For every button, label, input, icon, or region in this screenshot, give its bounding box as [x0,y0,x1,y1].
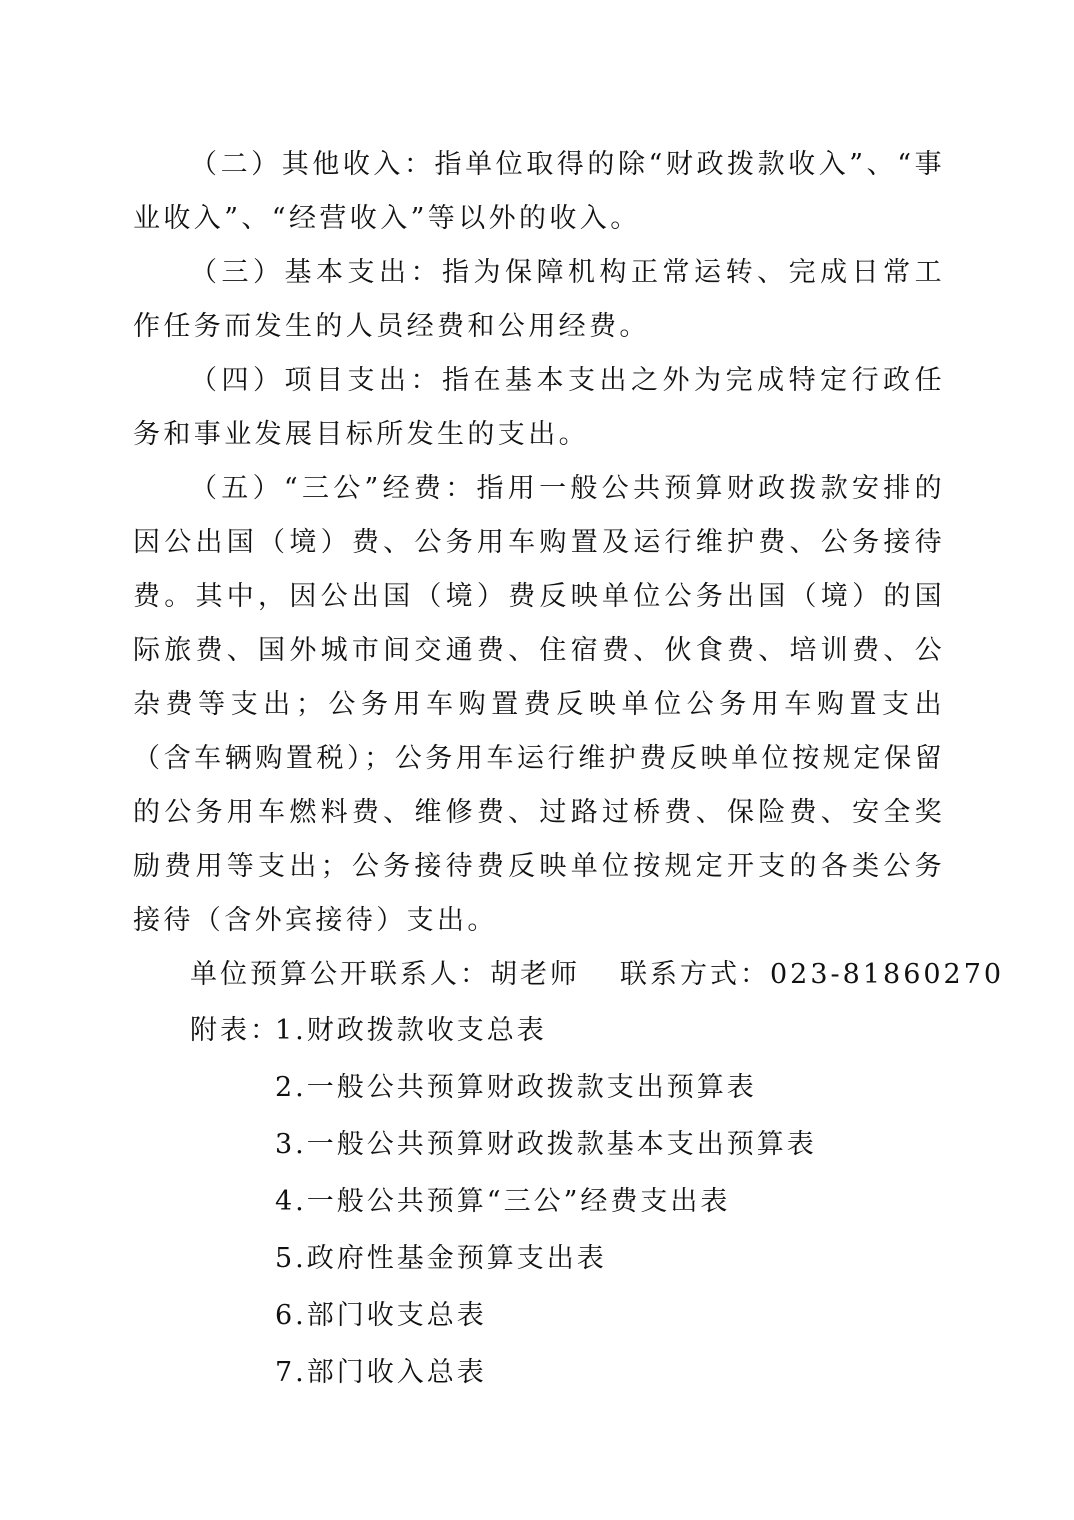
attachment-row-5 [133,1230,945,1287]
attachment-row-6 [133,1287,945,1344]
attachment-row-7 [133,1344,945,1401]
attachment-row-4 [133,1173,945,1230]
attachment-item: 6.部门收支总表 [275,1300,487,1331]
contact-line [133,948,1005,1002]
attachment-item: 2.一般公共预算财政拨款支出预算表 [275,1072,757,1103]
paragraph-project-expenditure: （四）项目支出：指在基本支出之外为完成特定行政任务和事业发展目标所发生的支出。 [133,365,945,450]
contact-person: 单位预算公开联系人：胡老师 [190,959,580,990]
paragraph-three-public-expenses: （五）“三公”经费：指用一般公共预算财政拨款安排的因公出国（境）费、公务用车购置及运行维护费、公务接待费。其中，因公出国（境）费反映单位公务出国（境）的国际旅费、国外城市间交通费、住宿费、伙食费、培训费、公杂费等支出；公务用车购置费反映单位公务用车购置支出（含车辆购置税）；公务用车运行维护费反映单位按规定保留的公务用车燃料费、维修费、过路过桥费、保险费、安全奖励费用等支出；公务接待费反映单位按规定开支的各类公务接待（含外宾接待）支出。 [133,473,945,936]
document-body [133,138,1005,1401]
attachment-item: 5.政府性基金预算支出表 [275,1243,607,1274]
attachment-item: 1.财政拨款收支总表 [275,1015,547,1046]
attachment-item: 3.一般公共预算财政拨款基本支出预算表 [275,1129,817,1160]
attachment-row-3 [133,1116,945,1173]
attachment-item: 7.部门收入总表 [275,1357,487,1388]
paragraph-other-income: （二）其他收入：指单位取得的除“财政拨款收入”、“事业收入”、“经营收入”等以外的收入。 [133,149,945,234]
attachment-row-1 [133,1002,945,1059]
attachments-label: 附表： [190,1015,280,1046]
paragraph-basic-expenditure: （三）基本支出：指为保障机构正常运转、完成日常工作任务而发生的人员经费和公用经费。 [133,257,945,342]
contact-phone: 联系方式：023-81860270 [620,959,1005,990]
attachment-item: 4.一般公共预算“三公”经费支出表 [275,1186,731,1217]
attachment-row-2 [133,1059,945,1116]
